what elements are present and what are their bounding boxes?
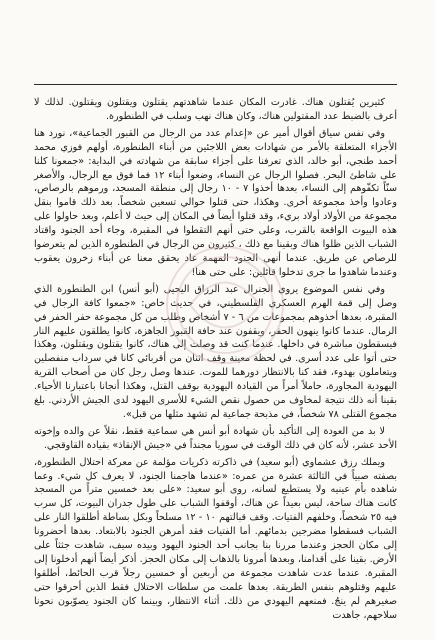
paragraph-3: وفي نفس الموضوع يروي الجنرال عبد الرزاق اليحيى (أبو أنس) ابن الطنطورة الذي وصل إلى قمة الهرم العسكري الفلسطيني، في حديث خاص: «جمعوا كافة الرجال في المقبرة، بعدها أخذوهم بمجموعات من ٦ - ٧ أشخاص وطلب من كل مجموعة حفر الحفر في الرمال. عندما كانوا ينهون الحفر، ويقفون عند حافة القبور الجاهزة، كانوا يطلقون عليهم النار فيسقطون مباشرة في داخلها. عندما كنت قد وصلت إلى هناك، كانوا يقتلون ويقتلون، وهكذا حتى أتوا على عدد أسرى. في لحظة معينة وقف اثنان من أقربائي كانا في سرداب منفصلين ويتعاملون بهدوء، فقد كنا بالانتظار دورهما للموت. عندها وصل رجل كان من أصحاب القرية اليهودية المجاورة، حاملاً أمراً من القيادة اليهودية بوقف القتل، وهكذا أنجانا باعتبارنا الأحياء. بقينا أنه ذلك نتيجة لمخاوف من حصول نقص الشيء للأسرى اليهود لدى الجيش الأردني. بلغ مجموع القتلى ٧٨ شخصاً، في مذبحة جماعية لم تشهد مثلها من قبل». — [34, 283, 398, 420]
header-rule — [34, 84, 397, 85]
paragraph-1: كثيرين يُقتلون هناك. غادرت المكان عندما شاهدتهم يقتلون ويقتلون ويقتلون. لذلك لا أعرف بالضبط عدد المقتولين هناك، وكان هناك نهب وسلب في الطنطورة. — [34, 97, 397, 122]
body-text — [34, 96, 397, 624]
paragraph-4: لا بد من العودة إلى التأكيد بأن شهادة أبو أنس هي سماعية فقط، نقلاً عن والده وإخوته الأحد عشر، لأنه كان في ذلك الوقت في سوريا مجنداً في «جيش الإنقاذ» بقيادة القاوقجي. — [34, 425, 397, 451]
paragraph-5: ويملك رزق عشماوي (أبو سعيد) في ذاكرته ذكريات مؤلمة عن معركة احتلال الطنطورة، بصفته صبياً في الثالثة عشرة من عمره: «عندما هاجمنا الجنود، لا يعرف كل شيء. وعما شاهده بأم عينيه ولا يستطيع لسانه، روى أبو سعيد: «على بعد خمسين متراً من المسجد كانت هناك ساحة، ليس بعيداً عن هناك، أوقفوا الشباب على طول جدران البيوت، كل سرب فيه ٢٥ شخصاً، وخلفهم الفتيات. وقف قبالتهم ١٠ - ١٢ مسلحاً وبكل بساطة أطلقوا النار على الشباب فسقطوا مضرجين بدمائهم. أما الفتيات فقد أمرهن الجنود بالابتعاد. بعدها أحضرونا إلى مكان الحجز وعندما مررنا بنا بجانب أحد الجنود اليهود وبيده سيف، شاهدت جثثاً على الأرض. بقينا على أقدامنا، وبعدها أمرونا بالذهاب إلى مكان الحجز. أذكر أيضاً أنهم أدخلونا إلى المقبرة. عندما عدت شاهدت مجموعة من أربعين أو خمسين رجلاً قرب الحائط، أطلقوا عليهم وقتلوهم بنفس الطريقة. بعدها علمت من سلطات الاحتلال فقط الذين أحرقوا حتى صغيرهم لم ينجُ. فمنعهم اليهودي من ذلك. أثناء الانتظار، وبينما كان الجنود يصوّبون نحونا سلاحهم، جاهدت — [34, 456, 397, 621]
paragraph-2: وفي نفس سياق أقوال أمير عن «إعدام عدد من الرجال من القبور الجماعية»، نورد هنا الأجزاء المتعلقة بالأمر من شهادات بعض اللاجئين من أبناء الطنطورة، أولهم فوزي محمد أحمد طنجي، أبو خالد، الذي تعرفنا على أجزاء سابقة من شهادته في البداية: «جمعونا كلنا على شاطئ البحر. فصلوا الرجال عن النساء، وضعوا أبناء ١٢ فما فوق مع الرجال، والأصغر سنّاً تكفّوهم إلى النساء، بعدها أخذوا ٧ - ١٠ رجال إلى منطقة المسجد، ورموهم بالرصاص، وعادوا وأخذ مجموعة أخرى. وهكذا، حتى قتلوا حوالي تسعين شخصاً. بعد ذلك قاموا بنقل مجموعة من الأولاد أولاد بريء، وقد قتلوا أيضاً في المكان إلى حيث لا أعلم، وبعد حاولوا على هذه البيوت الواقعة بالقرب، وعلى حتى أنهم التقطوا في المقبرة، وجاء أحد الجنود واقتاد الشباب الذين ظلوا هناك وبقينا مع ذلك ، كثيرون من الرجال في الطنطورة الذين لم يتعرضوا للرصاص عن طريق. عندما أنهى الجنود المهمة عاد يحقق معنا عن أبناء زخرون يعقوب وعندما شاهدوا ما جرى تدخلوا قائلين: على حتى هنا! — [34, 127, 398, 278]
